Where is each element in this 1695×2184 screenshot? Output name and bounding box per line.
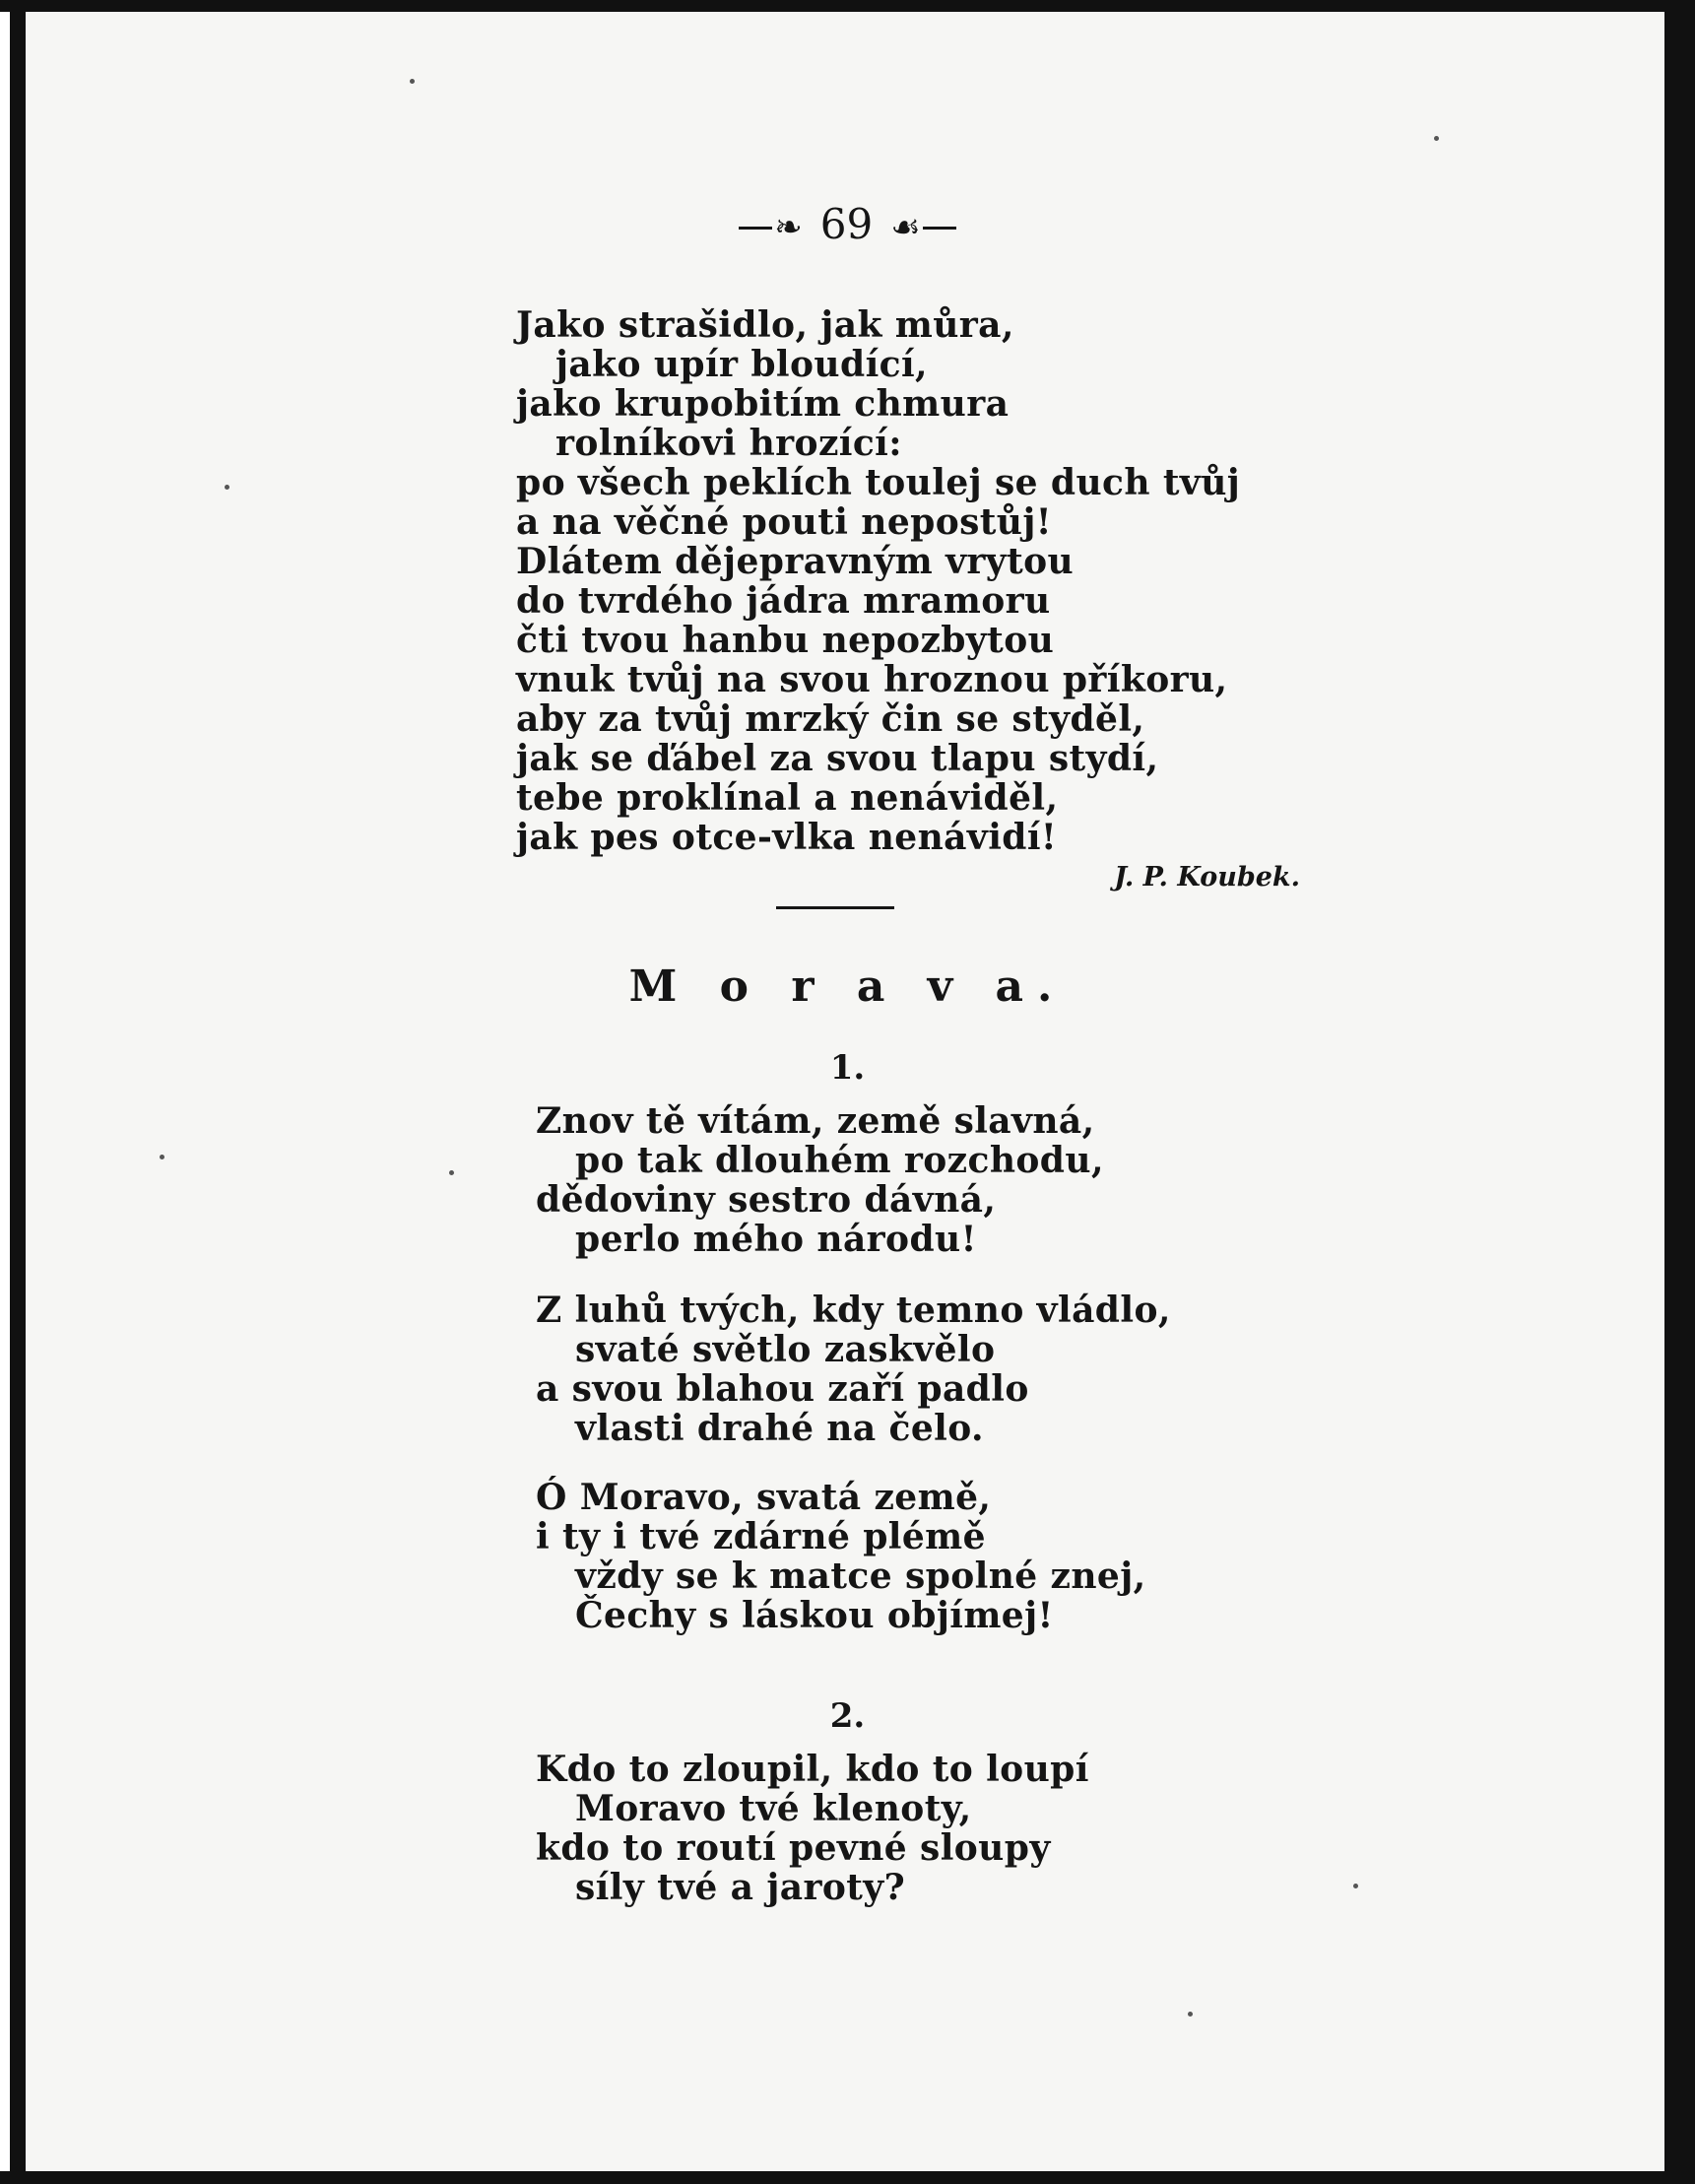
stanza — [536, 1478, 1146, 1635]
poem-line: jak pes otce-vlka nenávidí! — [516, 817, 1058, 858]
poem-line: jako upír bloudící, — [555, 344, 928, 385]
dust-speck — [410, 79, 415, 84]
poem-line: Moravo tvé klenoty, — [575, 1788, 972, 1829]
poem-line: Z luhů tvých, kdy temno vládlo, — [536, 1290, 1171, 1331]
scan-border-bottom — [0, 2171, 1695, 2184]
scan-border-left — [10, 0, 26, 2184]
author-attribution: J. P. Koubek. — [1114, 862, 1300, 893]
poem-line: a svou blahou zaří padlo — [536, 1368, 1029, 1410]
dust-speck — [225, 485, 229, 490]
poem-line: síly tvé a jaroty? — [575, 1867, 906, 1908]
page-number: 69 — [819, 200, 874, 248]
poem-line: vnuk tvůj na svou hroznou příkoru, — [516, 659, 1228, 700]
poem-line: tebe proklínal a nenáviděl, — [516, 777, 1059, 819]
poem-line: dědoviny sestro dávná, — [536, 1179, 997, 1221]
stanza — [536, 1101, 1104, 1259]
dust-speck — [160, 1155, 164, 1159]
poem-line: do tvrdého jádra mramoru — [516, 580, 1051, 622]
poem-line: a na věčné pouti nepostůj! — [516, 501, 1053, 543]
header-rule-left — [739, 227, 772, 230]
poem-line: rolníkovi hrozící: — [555, 423, 902, 464]
poem-line: Jako strašidlo, jak můra, — [516, 304, 1014, 346]
poem-line: kdo to routí pevné sloupy — [536, 1827, 1051, 1869]
scan-border-right — [1664, 0, 1695, 2184]
poem-line: i ty i tvé zdárné plémě — [536, 1516, 986, 1557]
poem-line: jako krupobitím chmura — [516, 383, 1010, 425]
poem-line: jak se ďábel za svou tlapu stydí, — [516, 738, 1159, 779]
poem-line: Znov tě vítám, země slavná, — [536, 1100, 1095, 1142]
poem-line: po tak dlouhém rozchodu, — [575, 1140, 1104, 1181]
section-number: 1. — [829, 1048, 866, 1088]
header-rule-right — [923, 227, 956, 230]
stanza — [536, 1750, 1089, 1907]
poem-line: Čechy s láskou objímej! — [575, 1595, 1054, 1636]
poem-line: perlo mého národu! — [575, 1219, 977, 1260]
poem1-body — [516, 305, 1240, 857]
ornament-right-icon: ☙ — [890, 208, 921, 247]
dust-speck — [1434, 136, 1439, 141]
dust-speck — [449, 1170, 454, 1175]
poem-line: Ó Moravo, svatá země, — [536, 1477, 992, 1518]
page-header — [0, 195, 1695, 257]
poem-line: po všech peklích toulej se duch tvůj — [516, 462, 1241, 503]
poem-line: svaté světlo zaskvělo — [575, 1329, 996, 1370]
section-number: 2. — [829, 1696, 866, 1736]
ornament-left-icon: ❧ — [774, 208, 803, 247]
section-divider — [776, 906, 894, 909]
poem-line: Kdo to zloupil, kdo to loupí — [536, 1749, 1089, 1790]
poem-line: vlasti drahé na čelo. — [575, 1408, 984, 1449]
poem-line: vždy se k matce spolné znej, — [575, 1555, 1146, 1597]
stanza — [536, 1291, 1171, 1448]
poem-line: čti tvou hanbu nepozbytou — [516, 620, 1055, 661]
dust-speck — [1188, 2012, 1193, 2017]
scan-border-top — [0, 0, 1695, 12]
dust-speck — [1353, 1884, 1358, 1888]
poem-line: Dlátem dějepravným vrytou — [516, 541, 1075, 582]
poem-title: M o r a v a. — [628, 961, 1067, 1012]
poem-line: aby za tvůj mrzký čin se styděl, — [516, 698, 1145, 740]
